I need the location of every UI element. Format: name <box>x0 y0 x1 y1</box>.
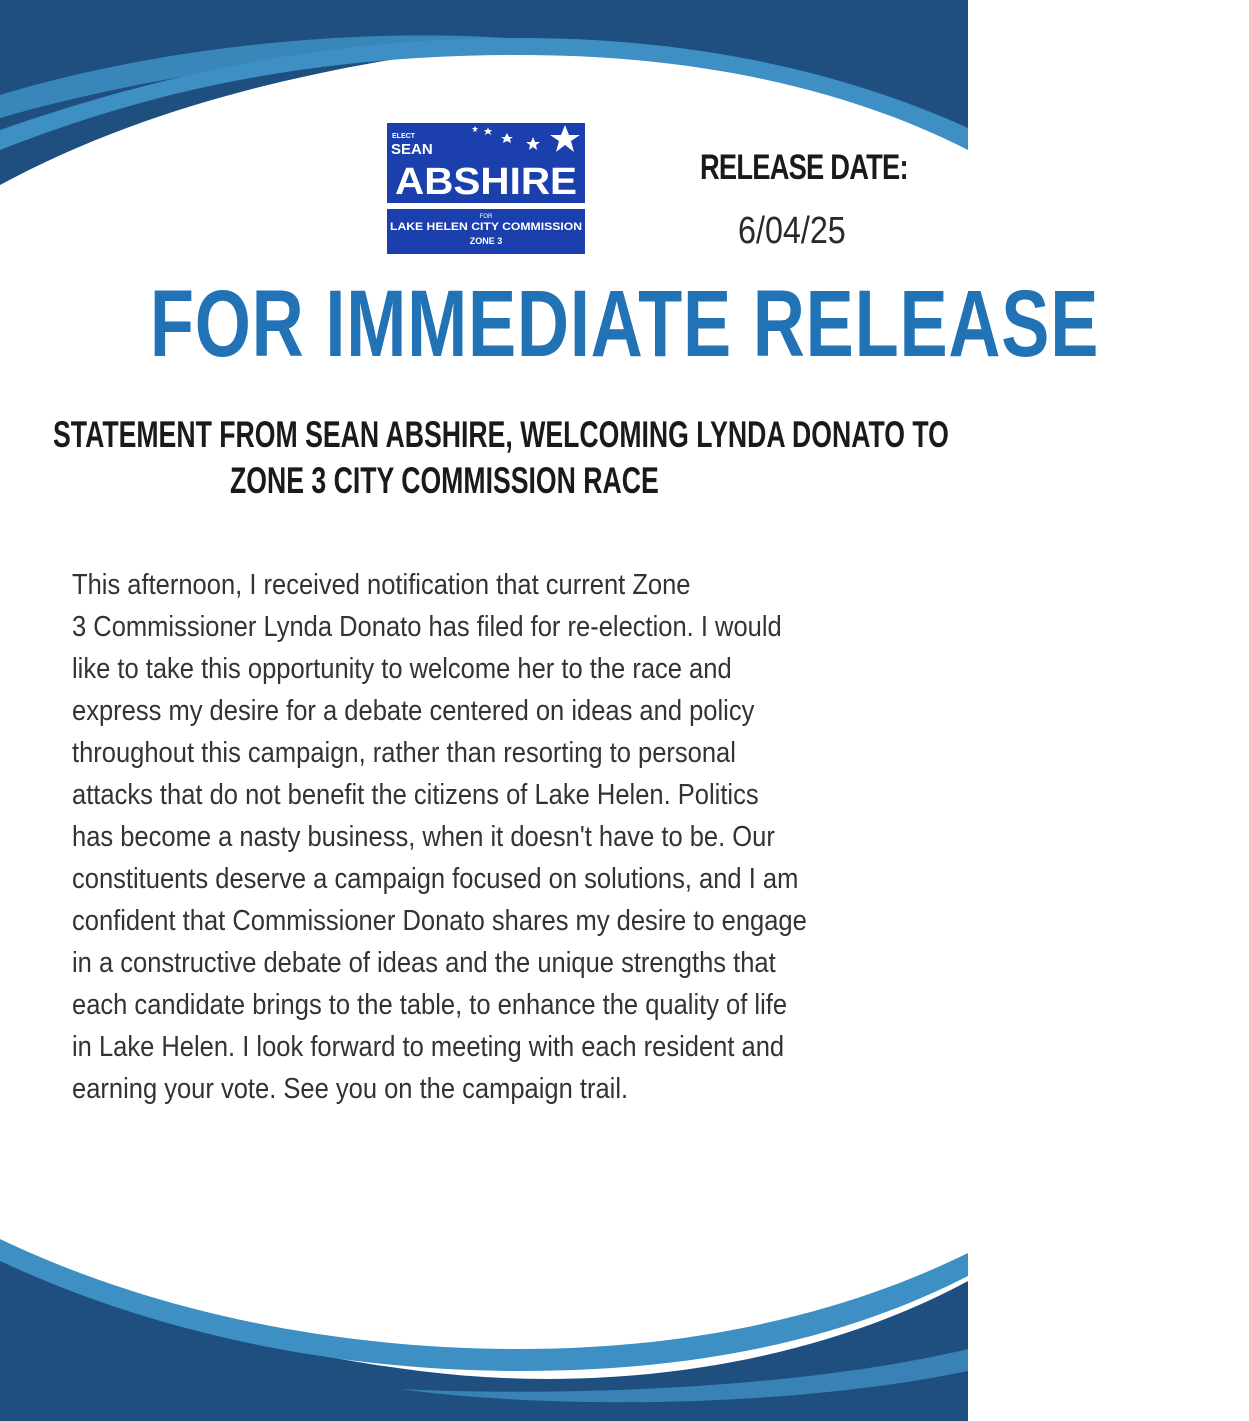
page-title <box>0 270 1100 379</box>
body-line: constituents deserve a campaign focused on solutions, and I am <box>72 863 799 895</box>
body-line: 3 Commissioner Lynda Donato has filed for re-election. I would <box>72 611 782 643</box>
subheadline-line-1: STATEMENT FROM SEAN ABSHIRE, WELCOMING LYNDA DONATO TO <box>53 414 949 455</box>
statement-body <box>72 564 952 1110</box>
body-line: express my desire for a debate centered on ideas and policy <box>72 695 755 727</box>
subheadline-line-2: ZONE 3 CITY COMMISSION RACE <box>230 460 659 501</box>
logo-first-name: SEAN <box>391 141 433 158</box>
body-line: earning your vote. See you on the campaign trail. <box>72 1073 629 1105</box>
body-line: confident that Commissioner Donato shares my desire to engage <box>72 905 807 937</box>
logo-zone: ZONE 3 <box>469 236 503 246</box>
body-line: in Lake Helen. I look forward to meeting with each resident and <box>72 1031 785 1063</box>
body-line: throughout this campaign, rather than resorting to personal <box>72 737 736 769</box>
logo-office: LAKE HELEN CITY COMMISSION <box>390 221 583 233</box>
release-date-label: RELEASE DATE: <box>700 148 908 187</box>
page-title-text: FOR IMMEDIATE RELEASE <box>149 271 1100 377</box>
body-line: in a constructive debate of ideas and the unique strengths that <box>72 947 776 979</box>
body-line: This afternoon, I received notification that current Zone <box>72 569 691 601</box>
logo-for: FOR <box>479 214 493 220</box>
body-line: has become a nasty business, when it doesn't have to be. Our <box>72 821 775 853</box>
logo-last-name: ABSHIRE <box>395 161 577 203</box>
body-line: each candidate brings to the table, to enhance the quality of life <box>72 989 788 1021</box>
logo-elect: ELECT <box>392 133 415 140</box>
body-line: like to take this opportunity to welcome her to the race and <box>72 653 732 685</box>
bottom-wave-decoration <box>0 1221 968 1421</box>
release-date-value: 6/04/25 <box>738 210 846 252</box>
campaign-logo <box>387 123 585 254</box>
body-line: attacks that do not benefit the citizens of Lake Helen. Politics <box>72 779 759 811</box>
